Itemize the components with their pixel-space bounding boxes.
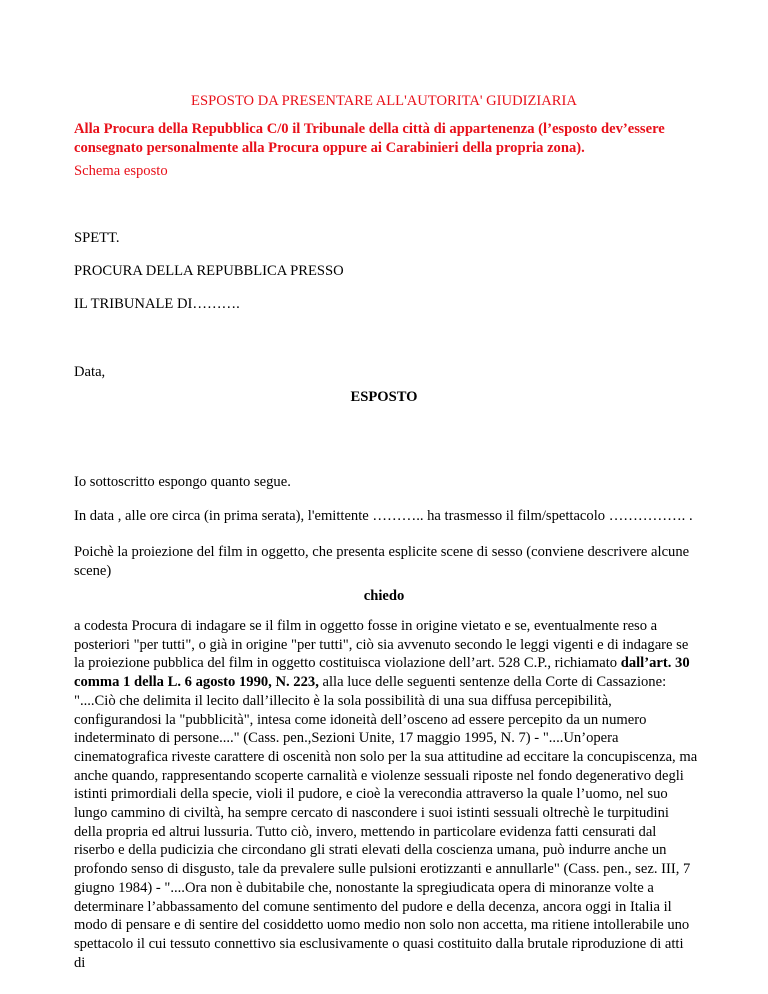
- recipient-tribunale: IL TRIBUNALE DI……….: [74, 296, 240, 312]
- esposto-heading: ESPOSTO: [350, 389, 418, 405]
- document-title: ESPOSTO DA PRESENTARE ALL'AUTORITA' GIUDIZIARIA: [191, 93, 577, 109]
- date-label: Data,: [74, 364, 106, 380]
- request-paragraph: [74, 617, 698, 972]
- recipient-spett: SPETT.: [74, 230, 120, 246]
- request-text-part1: a codesta Procura di indagare se il film in oggetto fosse in origine vietato e se, eventualmente reso a posteriori "per tutti", o già in origine "per tutti", ciò sia avvenuto secondo le leggi vigenti e di indagare se la proiezione pubblica del film in oggetto costituisca violazione dell’art. 528 C.P., richiamato: [74, 618, 689, 672]
- request-text-part2: alla luce delle seguenti sentenze della Corte di Cassazione: "....Ciò che delimita il lecito dall’illecito è la sola possibilità di una sua diffusa percepibilità, configurandosi la "pubblicità", intesa come idoneità dell’osceno ad essere percepito da un numero indeterminato di persone...." (Cass. pen.,Sezioni Unite, 17 maggio 1995, N. 7) - "....Un’opera cinematografica riveste carattere di oscenità non solo per la sua attitudine ad eccitare la concupiscenza, ma anche quando, rappresentando scoperte carnalità e violenze sessuali riposte nel fondo degenerativo degli istinti primordiali della specie, violi il pudore, e cioè la verecondia attraverso la quale l’uomo, nel suo lungo cammino di civiltà, ha sempre cercato di nascondere i suoi istinti sessuali oltrechè le turpitudini della propria ed altrui lussuria. Tutto ciò, invero, mettendo in particolare evidenza fatti censurati dal riserbo e della pudicizia che circondano gli strati elevati della coscienza umana, può indurre anche un profondo senso di disgusto, tale da prevalere sulle pulsioni erotizzanti e annullarle" (Cass. pen., sez. III, 7 giugno 1984) - "....Ora non è dubitabile che, nonostante la spregiudicata opera di minoranze volte a determinare l’abbassamento del comune sentimento del pudore e della decenza, ancora oggi in Italia il modo di pensare e di sentire del cosiddetto uomo medio non solo non accetta, ma ritiene intollerabile uno spettacolo il cui tessuto connettivo sia esclusivamente o quasi costituito dalla brutale riproduzione di atti di: [74, 674, 698, 971]
- facts-paragraph: In data , alle ore circa (in prima serata), l'emittente ……….. ha trasmesso il film/spettacolo ……………. .: [74, 508, 693, 524]
- recipient-procura: PROCURA DELLA REPUBBLICA PRESSO: [74, 263, 344, 279]
- schema-label: Schema esposto: [74, 163, 168, 179]
- premise-paragraph: Poichè la proiezione del film in oggetto, che presenta esplicite scene di sesso (conviene descrivere alcune scene): [74, 544, 690, 579]
- addressee-note: Alla Procura della Repubblica C/0 il Tribunale della città di appartenenza (l’esposto dev’essere consegnato personalmente alla Procura oppure ai Carabinieri della propria zona).: [74, 121, 665, 156]
- intro-paragraph: Io sottoscritto espongo quanto segue.: [74, 474, 291, 490]
- law-reference: dall’art. 30 comma 1 della L. 6 agosto 1990, N. 223,: [74, 655, 690, 691]
- request-heading: chiedo: [363, 588, 405, 604]
